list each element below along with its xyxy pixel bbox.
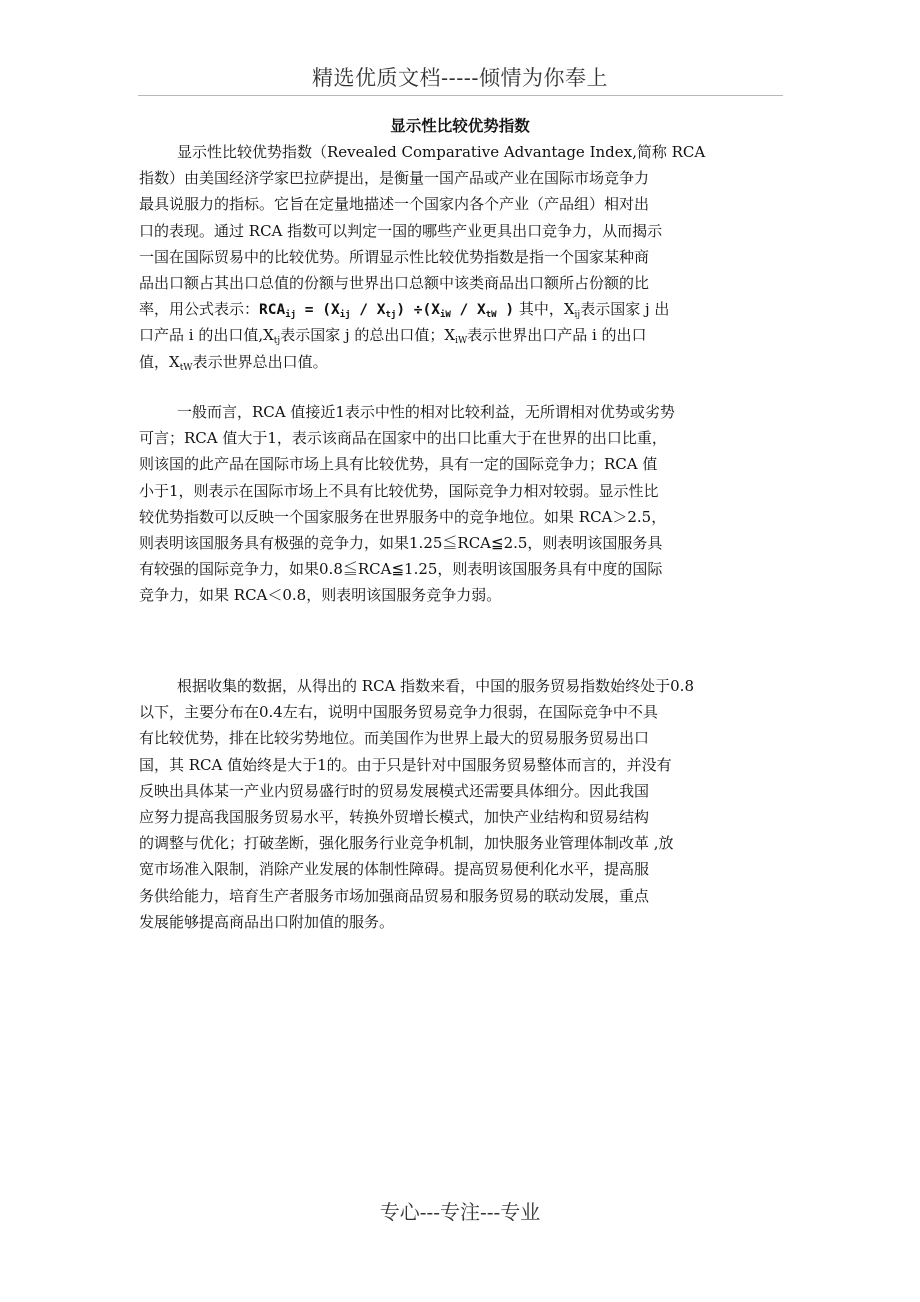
text-line: 可言；RCA 值大于1，表示该商品在国家中的出口比重大于在世界的出口比重， <box>139 429 667 448</box>
formula-part: = (X <box>296 302 340 319</box>
text-line: 根据收集的数据，从得出的 RCA 指数来看，中国的服务贸易指数始终处于0.8 <box>177 677 694 695</box>
formula-sub: tW <box>179 362 193 373</box>
formula-explanation: 其中，X <box>514 300 575 319</box>
formula-sub: tW <box>485 310 497 321</box>
text-line: 反映出具体某一产业内贸易盛行时的贸易发展模式还需要具体细分。因此我国 <box>139 781 650 800</box>
text-line: 显示性比较优势指数（Revealed Comparative Advantage Index,简称 RCA <box>177 143 706 161</box>
text-line: 的调整与优化；打破垄断，强化服务行业竞争机制，加快服务业管理体制改革 ,放 <box>139 834 674 853</box>
text-part: 表示世界总出口值。 <box>192 352 328 371</box>
text-part: 口产品 i 的出口值,X <box>139 326 274 345</box>
text-line: 有比较优势，排在比较劣势地位。而美国作为世界上最大的贸易服务贸易出口 <box>139 729 650 748</box>
formula-rca: RCA <box>259 302 286 319</box>
text-line: 小于1，则表示在国际市场上不具有比较优势，国际竞争力相对较弱。显示性比 <box>139 481 659 500</box>
text-part: 表示国家 j 的总出口值；X <box>280 326 456 345</box>
formula-part: ) ÷(X <box>396 302 440 319</box>
page-footer: 专心---专注---专业 <box>379 1200 541 1224</box>
text-line: 国，其 RCA 值始终是大于1的。由于只是针对中国服务贸易整体而言的，并没有 <box>139 755 672 774</box>
formula-explanation: 表示国家 j 出 <box>580 300 670 319</box>
text-line: 则该国的此产品在国际市场上具有比较优势，具有一定的国际竞争力；RCA 值 <box>139 455 658 474</box>
text-line: 最具说服力的指标。它旨在定量地描述一个国家内各个产业（产品组）相对出 <box>139 195 650 214</box>
text-line <box>139 349 789 375</box>
text-line: 则表明该国服务具有极强的竞争力，如果1.25≦RCA≦2.5，则表明该国服务具 <box>139 533 663 552</box>
paragraph-definition <box>139 139 789 375</box>
formula-sub: ij <box>285 310 297 321</box>
formula-sub: iW <box>439 310 451 321</box>
text-line: 有较强的国际竞争力，如果0.8≦RCA≦1.25，则表明该国服务具有中度的国际 <box>139 560 663 579</box>
formula-part: / X <box>350 302 386 319</box>
formula-line <box>139 296 789 322</box>
formula-prefix: 率，用公式表示： <box>139 300 260 319</box>
formula-sub: iW <box>455 336 468 347</box>
text-line: 一国在国际贸易中的比较优势。所谓显示性比较优势指数是指一个国家某种商 <box>139 247 650 266</box>
paragraph-analysis <box>139 673 789 935</box>
formula-sub: tj <box>385 310 397 321</box>
text-line: 宽市场准入限制，消除产业发展的体制性障碍。提高贸易便利化水平，提高服 <box>139 860 650 879</box>
formula-sub: ij <box>339 310 351 321</box>
page-header: 精选优质文档-----倾情为你奉上 <box>312 66 608 90</box>
formula-sub: tj <box>273 336 281 347</box>
text-part: 值，X <box>139 352 180 371</box>
text-line: 品出口额占其出口总值的份额与世界出口总额中该类商品出口额所占份额的比 <box>139 273 650 292</box>
text-line <box>139 322 789 348</box>
text-line: 指数）由美国经济学家巴拉萨提出，是衡量一国产品或产业在国际市场竞争力 <box>139 169 650 188</box>
header-divider <box>138 95 783 96</box>
text-line: 发展能够提高商品出口附加值的服务。 <box>139 912 395 931</box>
formula-sub: ij <box>574 310 581 321</box>
text-line: 应努力提高我国服务贸易水平，转换外贸增长模式，加快产业结构和贸易结构 <box>139 807 650 826</box>
document-title: 显示性比较优势指数 <box>390 117 530 135</box>
rca-formula <box>259 302 515 321</box>
formula-part: / X <box>450 302 486 319</box>
text-line: 以下，主要分布在0.4左右，说明中国服务贸易竞争力很弱，在国际竞争中不具 <box>139 703 658 722</box>
text-line: 务供给能力，培育生产者服务市场加强商品贸易和服务贸易的联动发展，重点 <box>139 886 650 905</box>
text-line: 竞争力，如果 RCA＜0.8，则表明该国服务竞争力弱。 <box>139 586 502 605</box>
formula-part: ) <box>496 302 515 319</box>
text-line: 口的表现。通过 RCA 指数可以判定一国的哪些产业更具出口竞争力，从而揭示 <box>139 221 663 240</box>
paragraph-interpretation <box>139 399 789 609</box>
text-part: 表示世界出口产品 i 的出口 <box>467 326 647 345</box>
text-line: 较优势指数可以反映一个国家服务在世界服务中的竞争地位。如果 RCA＞2.5， <box>139 507 667 526</box>
text-line: 一般而言，RCA 值接近1表示中性的相对比较利益，无所谓相对优势或劣势 <box>177 403 675 421</box>
